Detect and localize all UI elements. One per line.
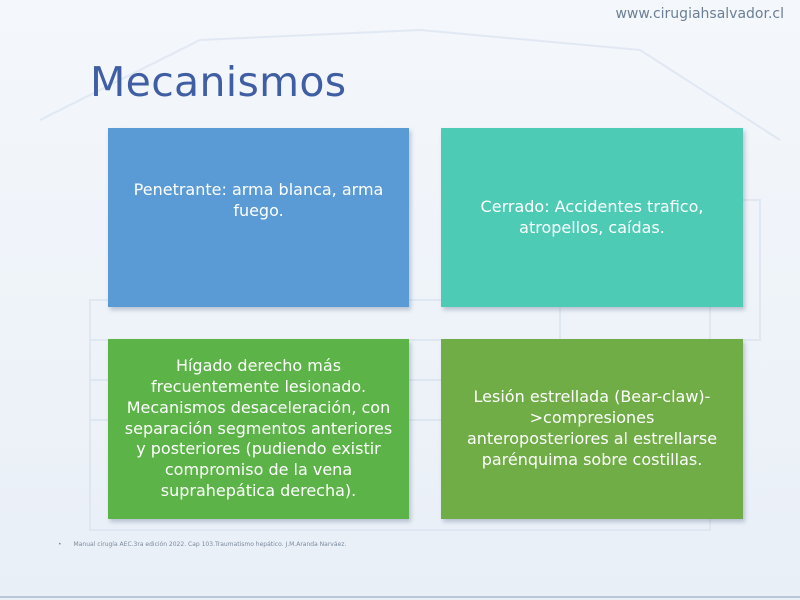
bullet-icon: • bbox=[58, 541, 62, 548]
mechanism-box-text: Hígado derecho más frecuentemente lesionado. Mecanismos desaceleración, con separación segmentos anteriores y posteriores (pudiendo existir compromiso de la vena suprahepática derecha). bbox=[124, 356, 393, 500]
mechanism-box-text: Cerrado: Accidentes trafico, atropellos, caídas. bbox=[480, 196, 704, 237]
mechanism-box-bear-claw bbox=[441, 339, 743, 519]
mechanism-box-right-liver bbox=[108, 339, 409, 519]
mechanism-box-blunt bbox=[441, 128, 743, 307]
reference-footnote bbox=[58, 541, 346, 548]
mechanism-box-text: Penetrante: arma blanca, arma fuego. bbox=[133, 180, 384, 220]
mechanism-box-penetrating bbox=[108, 128, 409, 307]
mechanism-box-text: Lesión estrellada (Bear-claw)- >compresiones anteroposteriores al estrellarse parénquima sobre costillas. bbox=[466, 387, 718, 469]
site-url: www.cirugiahsalvador.cl bbox=[615, 6, 784, 22]
bottom-divider bbox=[0, 596, 800, 598]
slide-title: Mecanismos bbox=[90, 58, 347, 106]
reference-text: Manual cirugía AEC.3ra edición 2022. Cap 103.Traumatismo hepático. J.M.Aranda Narváez. bbox=[73, 541, 347, 548]
